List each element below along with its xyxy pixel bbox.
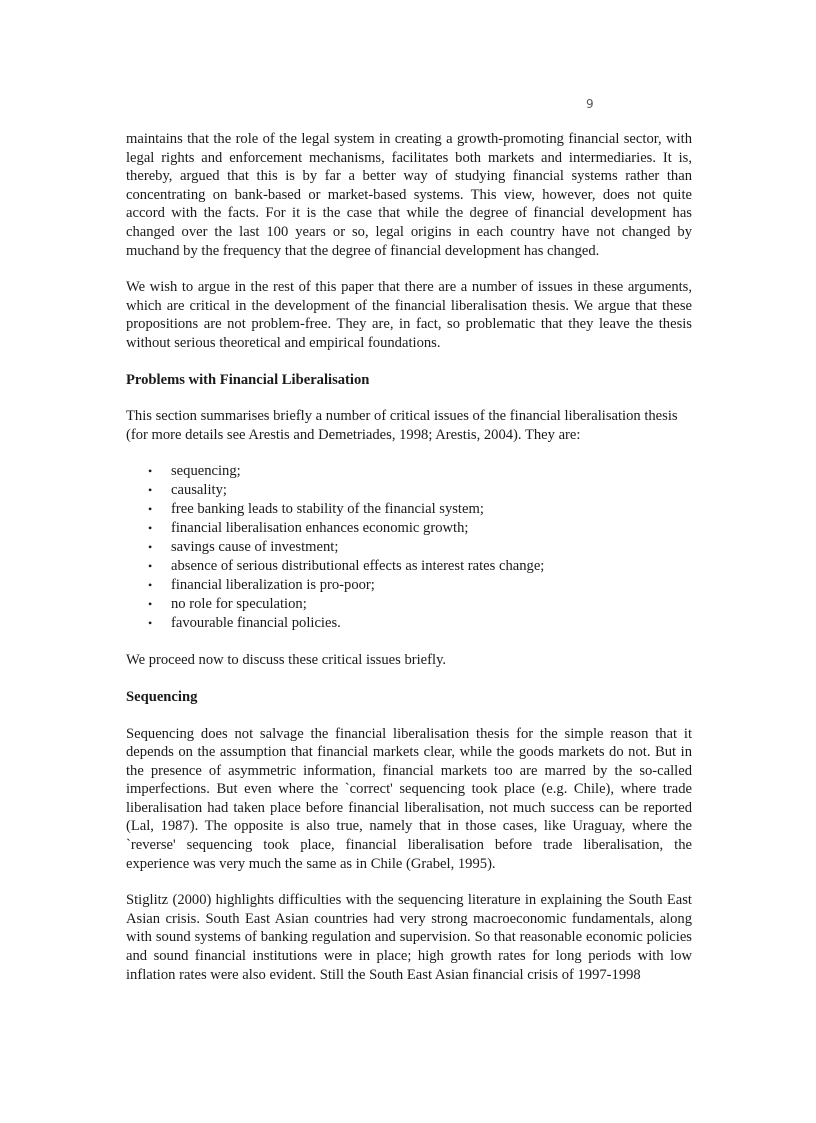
- document-body: [126, 130, 692, 984]
- list-item: [146, 481, 692, 500]
- bullet-icon: •: [148, 502, 153, 517]
- list-item-text: free banking leads to stability of the financial system;: [171, 501, 484, 518]
- list-item-text: absence of serious distributional effects as interest rates change;: [171, 558, 545, 575]
- list-item: [146, 614, 692, 633]
- list-item-text: financial liberalisation enhances economic growth;: [171, 520, 469, 537]
- list-item-text: financial liberalization is pro-poor;: [171, 577, 375, 594]
- heading-sequencing: Sequencing: [126, 688, 198, 705]
- bullet-icon: •: [148, 616, 153, 631]
- list-item-text: no role for speculation;: [171, 596, 307, 613]
- list-item: [146, 538, 692, 557]
- paragraph-section-intro: This section summarises briefly a number of critical issues of the financial liberalisation thesis (for more details see Arestis and Demetriades, 1998; Arestis, 2004). They are:: [126, 408, 678, 443]
- bullet-icon: •: [148, 464, 153, 479]
- paragraph-sequencing-2: Stiglitz (2000) highlights difficulties with the sequencing literature in explaining the South East Asian crisis. South East Asian countries had very strong macroeconomic fundamentals, along with sound systems of banking regulation and supervision. So that reasonable economic policies and sound financial institutions were in place; high growth rates for long periods with low inflation rates were also evident. Still the South East Asian financial crisis of 1997-1998: [126, 892, 692, 983]
- bullet-icon: •: [148, 540, 153, 555]
- list-item: [146, 576, 692, 595]
- list-item-text: causality;: [171, 482, 227, 499]
- bullet-icon: •: [148, 578, 153, 593]
- heading-problems-financial-liberalisation: Problems with Financial Liberalisation: [126, 371, 370, 388]
- bullet-icon: •: [148, 559, 153, 574]
- bullet-icon: •: [148, 521, 153, 536]
- list-item: [146, 557, 692, 576]
- paragraph-sequencing-1: Sequencing does not salvage the financial liberalisation thesis for the simple reason that it depends on the assumption that financial markets clear, while the goods markets do not. But in the presence of asymmetric information, financial markets too are marred by the so-called imperfections. But even where the `correct' sequencing took place (e.g. Chile), where trade liberalisation had taken place before financial liberalisation, not much success can be reported (Lal, 1987). The opposite is also true, namely that in those cases, like Uraguay, where the `reverse' sequencing took place, financial liberalisation before trade liberalisation, the experience was very much the same as in Chile (Grabel, 1995).: [126, 725, 692, 872]
- list-item: [146, 462, 692, 481]
- paragraph-legal-system: maintains that the role of the legal system in creating a growth-promoting financial sector, with legal rights and enforcement mechanisms, facilitates both markets and intermediaries. It is, thereby, argued that this is by far a better way of studying financial systems rather than concentrating on bank-based or market-based systems. This view, however, does not quite accord with the facts. For it is the case that while the degree of financial development has changed over the last 100 years or so, legal origins in each country have not changed by muchand by the frequency that the degree of financial development has changed.: [126, 131, 692, 259]
- list-item-text: sequencing;: [171, 463, 241, 480]
- list-item-text: savings cause of investment;: [171, 539, 339, 556]
- bullet-icon: •: [148, 597, 153, 612]
- list-item-text: favourable financial policies.: [171, 615, 341, 632]
- paragraph-proceed: We proceed now to discuss these critical issues briefly.: [126, 652, 447, 669]
- list-item: [146, 595, 692, 614]
- paragraph-argument: We wish to argue in the rest of this paper that there are a number of issues in these arguments, which are critical in the development of the financial liberalisation thesis. We argue that these propositions are not problem-free. They are, in fact, so problematic that they leave the thesis without serious theoretical and empirical foundations.: [126, 279, 692, 351]
- critical-issues-list: [126, 462, 692, 633]
- bullet-icon: •: [148, 483, 153, 498]
- list-item: [146, 519, 692, 538]
- list-item: [146, 500, 692, 519]
- page-number: 9: [586, 97, 594, 111]
